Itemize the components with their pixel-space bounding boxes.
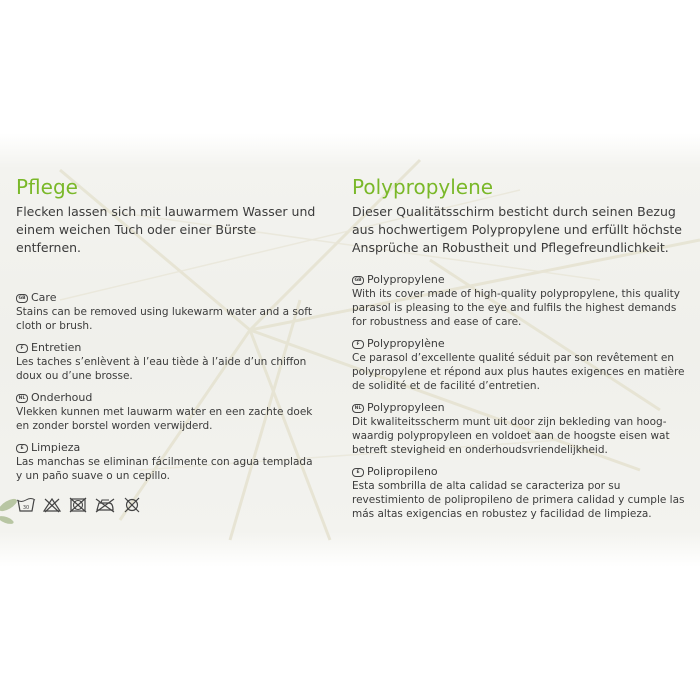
material-column — [352, 175, 687, 521]
language-badge: E — [16, 444, 28, 453]
care-title: Pflege — [16, 175, 78, 199]
care-section-f — [16, 341, 316, 383]
care-section-e — [16, 441, 316, 483]
care-intro: Flecken lassen sich mit lauwarmem Wasser und einem weichen Tuch oder einer Bürste entfernen. — [16, 204, 316, 255]
section-text: Las manchas se eliminan fácilmente con agua templada y un paño suave o un cepillo. — [16, 456, 313, 482]
care-section-gb — [16, 291, 316, 333]
language-badge: F — [352, 340, 364, 349]
language-badge: E — [352, 468, 364, 477]
material-section-gb — [352, 273, 687, 329]
no-tumble-dry-icon — [68, 497, 88, 513]
section-heading: Polypropylene — [367, 273, 445, 286]
language-badge: NL — [16, 394, 28, 403]
care-symbols — [16, 497, 316, 513]
wash-30-icon — [16, 497, 36, 513]
section-heading: Onderhoud — [31, 391, 93, 404]
language-badge: GB — [16, 294, 28, 303]
section-text: Les taches s’enlèvent à l’eau tiède à l’aide d’un chiffon doux ou d’une brosse. — [16, 356, 307, 382]
svg-text:30: 30 — [22, 505, 30, 511]
section-heading: Polipropileno — [367, 465, 438, 478]
section-text: Ce parasol d’excellente qualité séduit par son revêtement en polypropylene et répond aux plus hautes exigences en matière de solidité et de facilité d’entretien. — [352, 352, 685, 392]
no-bleach-icon — [42, 497, 62, 513]
material-section-e — [352, 465, 687, 521]
section-text: Vlekken kunnen met lauwarm water en een zachte doek en zonder borstel worden verwijderd. — [16, 406, 313, 432]
material-section-f — [352, 337, 687, 393]
no-dry-clean-icon — [122, 497, 142, 513]
section-heading: Care — [31, 291, 57, 304]
section-heading: Limpieza — [31, 441, 81, 454]
material-intro: Dieser Qualitätsschirm besticht durch seinen Bezug aus hochwertigem Polypropylene und erfüllt höchste Ansprüche an Robustheit und Pflegefreundlichkeit. — [352, 204, 682, 255]
language-badge: GB — [352, 276, 364, 285]
section-text: With its cover made of high-quality polypropylene, this quality parasol is pleasing to the eye and fulfils the highest demands for robustness and ease of care. — [352, 288, 680, 328]
language-badge: F — [16, 344, 28, 353]
care-section-nl — [16, 391, 316, 433]
care-column — [16, 175, 316, 513]
section-text: Stains can be removed using lukewarm water and a soft cloth or brush. — [16, 306, 312, 332]
section-text: Esta sombrilla de alta calidad se caracteriza por su revestimiento de polipropileno de primera calidad y cumple las más altas exigencias en robustez y facilidad de limpieza. — [352, 480, 685, 520]
no-iron-icon — [94, 497, 116, 513]
material-section-nl — [352, 401, 687, 457]
section-heading: Polypropylène — [367, 337, 445, 350]
section-heading: Entretien — [31, 341, 82, 354]
material-title: Polypropylene — [352, 175, 494, 199]
language-badge: NL — [352, 404, 364, 413]
section-text: Dit kwaliteitsscherm munt uit door zijn bekleding van hoog-waardig polypropyleen en voldoet aan de hoogste eisen wat betreft stevigheid en onderhoudsvriendelijkheid. — [352, 416, 670, 456]
section-heading: Polypropyleen — [367, 401, 445, 414]
